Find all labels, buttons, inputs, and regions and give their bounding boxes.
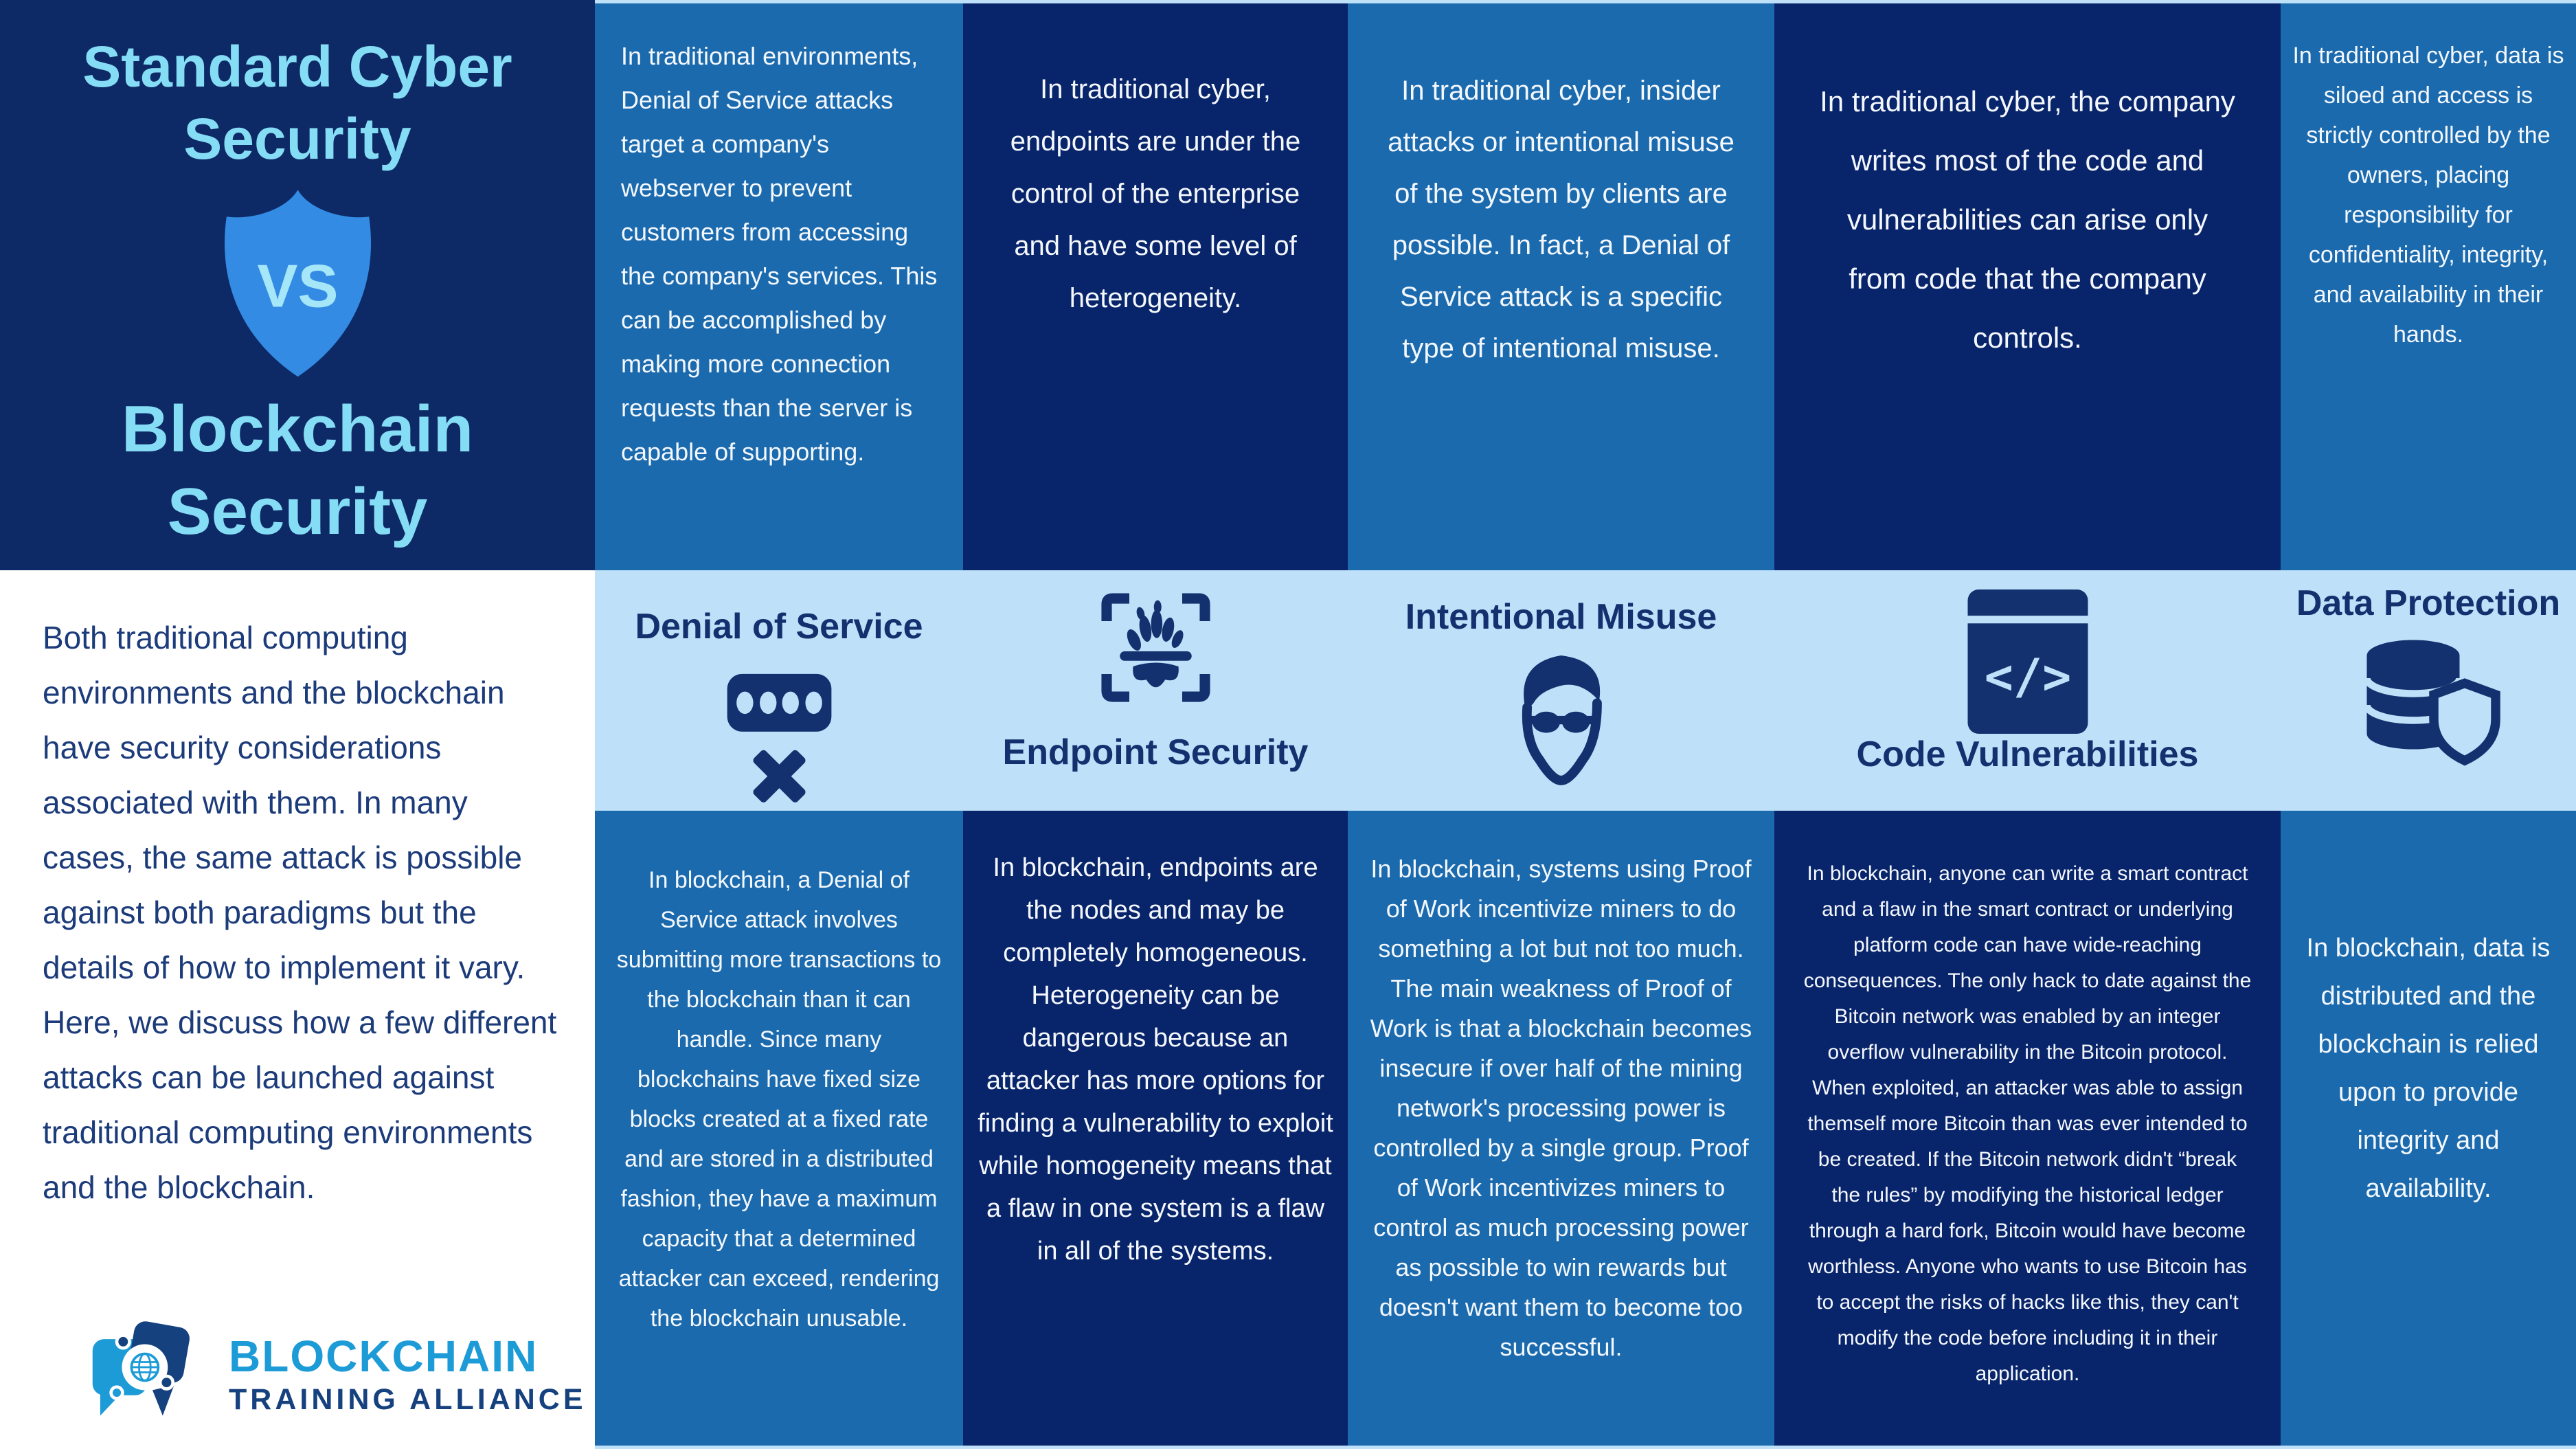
category-title: Endpoint Security: [1002, 732, 1309, 772]
code-window-icon: [1966, 589, 2090, 734]
category-title: Denial of Service: [635, 607, 923, 647]
chat-globe-logo-icon: [81, 1314, 215, 1437]
top-edge-divider: [595, 0, 2576, 3]
logo-subname: TRAINING ALLIANCE: [229, 1383, 587, 1416]
traditional-denial-of-service: [595, 0, 963, 570]
hand-scan-icon: [1099, 591, 1212, 704]
traditional-text: In traditional cyber, data is siloed and access is strictly controlled by the owners, placing responsibility for confidentiality, integrity, and availability in their hands.: [2292, 43, 2564, 348]
blockchain-data-protection: [2281, 811, 2576, 1449]
traditional-intentional-misuse: [1348, 0, 1774, 570]
blockchain-code-vulnerabilities: [1774, 811, 2281, 1449]
burglar-icon: [1498, 642, 1625, 790]
traditional-text: In traditional cyber, insider attacks or intentional misuse of the system by clients are possible. In fact, a Denial of Service attack is a specific type of intentional misuse.: [1388, 76, 1735, 363]
blockchain-text: In blockchain, a Denial of Service attack involves submitting more transactions to the blockchain than it can handle. Since many blockchains have fixed size blocks created at a fixed rate and are stored in a distributed fashion, they have a maximum capacity that a determined attacker can exceed, rendering the blockchain unusable.: [616, 867, 942, 1332]
brand-logo: [0, 1314, 595, 1437]
title-blockchain-security: Blockchain Security: [121, 392, 474, 548]
blockchain-text: In blockchain, data is distributed and the blockchain is relied upon to provide integrity and availability.: [2306, 934, 2551, 1203]
vs-shield-icon: [210, 185, 385, 384]
blockchain-endpoint-security: [963, 811, 1348, 1449]
category-data-protection: [2281, 570, 2576, 811]
category-title: Data Protection: [2296, 583, 2561, 623]
blockchain-text: In blockchain, endpoints are the nodes and may be completely homogeneous. Heterogeneity can be dangerous because an attacker has more options for finding a vulnerability to exploit while homogeneity means that a flaw in one system is a flaw in all of the systems.: [978, 853, 1333, 1266]
bottom-edge-divider: [595, 1446, 2576, 1449]
logo-text: [229, 1332, 587, 1419]
traditional-endpoint-security: [963, 0, 1348, 570]
blockchain-denial-of-service: [595, 811, 963, 1449]
blockchain-text: In blockchain, anyone can write a smart contract and a flaw in the smart contract or underlying platform code can have wide-reaching consequences. The only hack to date against the Bitcoin network was enabled by an integer overflow vulnerability in the Bitcoin protocol. When exploited, an attacker was able to assign themself more Bitcoin than was ever intended to be created. If the Bitcoin network didn't “break the rules” by modifying the historical ledger through a hard fork, Bitcoin would have become worthless. Anyone who wants to use Bitcoin has to accept the risks of hacks like this, they can't modify the code before including it in their application.: [1803, 862, 2252, 1385]
svg-text:</>: </>: [1984, 649, 2071, 706]
category-endpoint-security: [963, 570, 1348, 811]
blockchain-text: In blockchain, systems using Proof of Work incentivize miners to do something a lot but not too much. The main weakness of Proof of Work is that a blockchain becomes insecure if over half of the mining network's processing power is controlled by a single group. Proof of Work incentivizes miners to control as much processing power as possible to win rewards but doesn't want them to become too successful.: [1370, 855, 1752, 1361]
traditional-text: In traditional environments, Denial of Service attacks target a company's webserver to prevent customers from accessing the company's services. This can be accomplished by making more connection requests than the server is capable of supporting.: [621, 42, 938, 466]
title-standard-cyber: Standard Cyber Security: [82, 34, 512, 171]
title-panel: [0, 0, 595, 570]
password-x-icon: [709, 666, 850, 811]
traditional-text: In traditional cyber, the company writes most of the code and vulnerabilities can arise only from code that the company controls.: [1820, 85, 2235, 354]
category-title: Intentional Misuse: [1405, 597, 1717, 637]
intro-paragraph: Both traditional computing environments and the blockchain have security considerations associated with them. In many cases, the same attack is possible against both paradigms but the details of how to implement it vary. Here, we discuss how a few different attacks can be launched against traditional computing environments and the blockchain.: [43, 620, 557, 1205]
category-intentional-misuse: [1348, 570, 1774, 811]
traditional-code-vulnerabilities: [1774, 0, 2281, 570]
category-code-vulnerabilities: [1774, 570, 2281, 811]
traditional-data-protection: [2281, 0, 2576, 570]
traditional-text: In traditional cyber, endpoints are under the control of the enterprise and have some level of heterogeneity.: [1010, 74, 1301, 313]
blockchain-intentional-misuse: [1348, 811, 1774, 1449]
logo-name: BLOCKCHAIN: [229, 1332, 539, 1381]
intro-panel: [0, 570, 595, 1449]
vs-label: VS: [257, 251, 338, 320]
category-title: Code Vulnerabilities: [1856, 734, 2199, 774]
database-shield-icon: [2351, 627, 2506, 771]
category-denial-of-service: [595, 570, 963, 811]
